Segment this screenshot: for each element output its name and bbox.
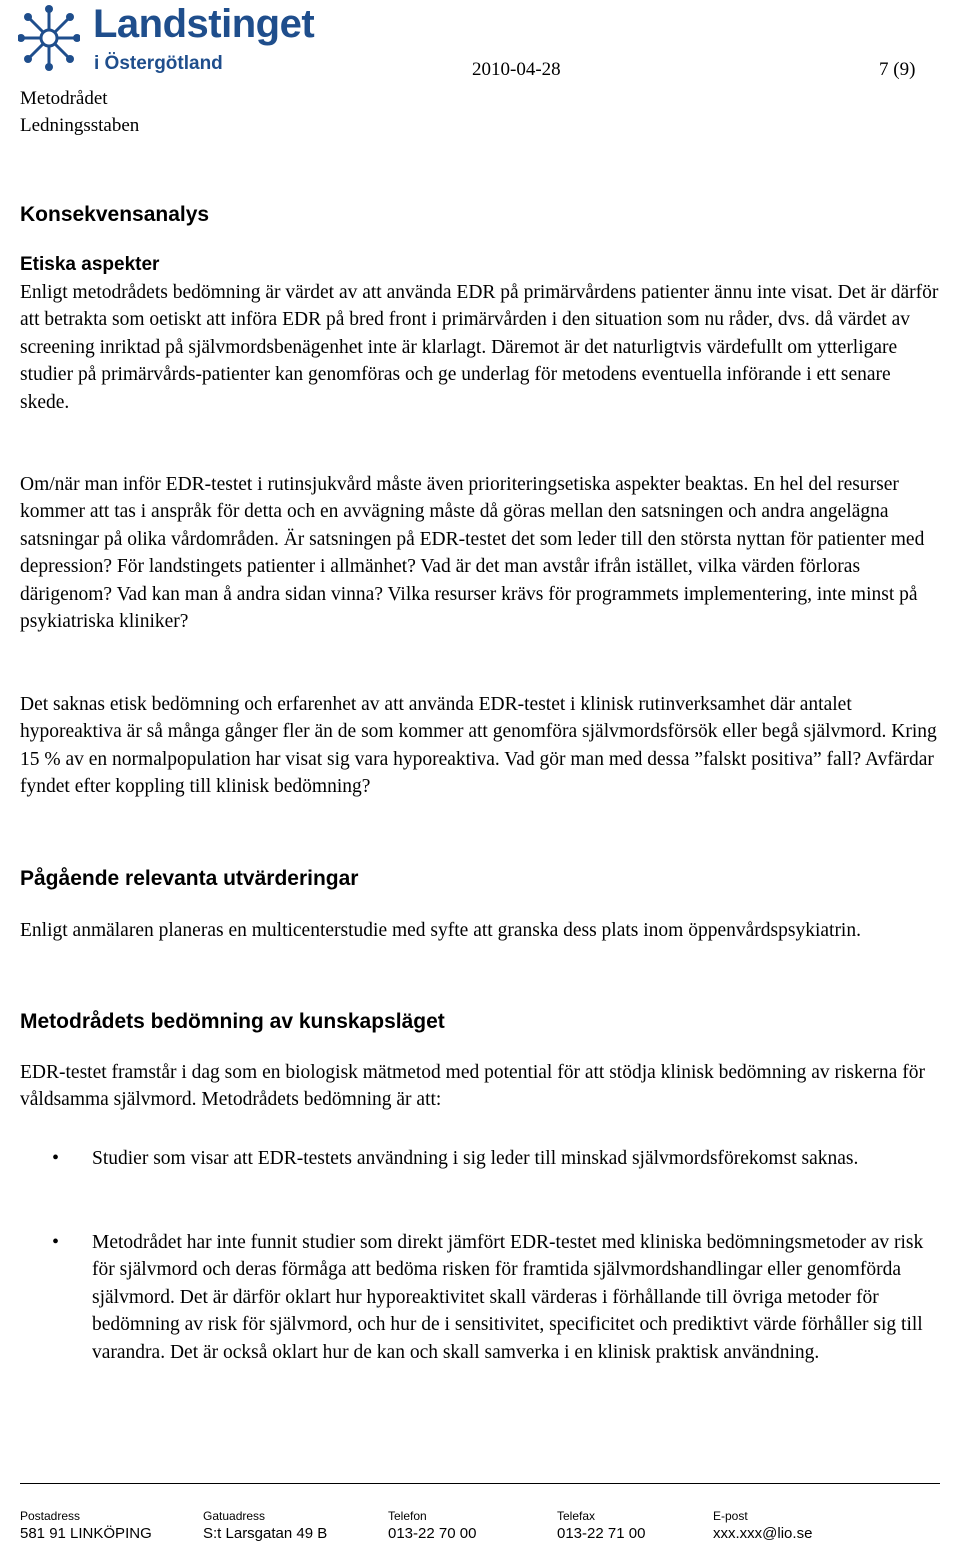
footer-label-telefax: Telefax — [557, 1509, 596, 1523]
paragraph-pagaende: Enligt anmälaren planeras en multicenterstudie med syfte att granska dess plats inom öppenvårdspsykiatrin. — [20, 920, 861, 941]
document-date: 2010-04-28 — [472, 59, 561, 80]
subheading-etiska-aspekter: Etiska aspekter — [20, 254, 160, 275]
footer-value-postadress: 581 91 LINKÖPING — [20, 1525, 152, 1542]
paragraph-etiska-1: Enligt metodrådets bedömning är värdet av att använda EDR på primärvårdens patienter ännu inte visat. Det är därför att betrakta som oetiskt att införa EDR på bred front i primärvården i den situation som nu råder, dvs. då värdet av screening inriktad på självmordsbenägenhet inte är klarlagt. Däremot är det naturligtvis värdefullt om ytterligare studier på primärvårds-patienter kan genomföras och ge underlag för metodens eventuella införande i ett senare skede. — [20, 282, 939, 413]
section-heading-pagaende: Pågående relevanta utvärderingar — [20, 867, 359, 890]
unit-name: Ledningsstaben — [20, 115, 140, 136]
paragraph-etiska-2: Om/när man inför EDR-testet i rutinsjukvård måste även prioriteringsetiska aspekter beaktas. En hel del resurser kommer att tas i anspråk för detta och en avvägning måste då göras mellan den satsningen och andra angelägna satsningar på olika vårdområden. Är satsningen på EDR-testet det som leder till den största nyttan för patienter med depression? För landstingets patienter i allmänhet? Vad är det man avstår ifrån istället, vilka värden förloras därigenom? Vad kan man å andra sidan vinna? Vilka resurser krävs för programmets implementering, inte minst på psykiatriska kliniker? — [20, 474, 925, 633]
footer-label-postadress: Postadress — [20, 1509, 81, 1523]
page-number: 7 (9) — [879, 59, 916, 80]
footer-label-gatuadress: Gatuadress — [203, 1509, 266, 1523]
paragraph-etiska-3: Det saknas etisk bedömning och erfarenhet av att använda EDR-testet i klinisk rutinverksamhet där antalet hyporeaktiva är så många gånger fler än de som kommer att genomföra självmordsförsök eller begå självmord. Kring 15 % av en normalpopulation har visat sig vara hyporeaktiva. Vad gör man med dessa ”falskt positiva” fall? Avfärdar fyndet efter koppling till klinisk bedömning? — [20, 694, 937, 798]
section-heading-konsekvensanalys: Konsekvensanalys — [20, 203, 210, 226]
logo-title: Landstinget — [93, 2, 315, 46]
department-name: Metodrådet — [20, 88, 108, 109]
footer-value-telefax: 013-22 71 00 — [557, 1525, 646, 1542]
footer-value-telefon: 013-22 70 00 — [388, 1525, 477, 1542]
organization-logo — [18, 2, 318, 82]
logo-subtitle: i Östergötland — [94, 53, 223, 74]
footer-value-gatuadress: S:t Larsgatan 49 B — [203, 1525, 328, 1542]
paragraph-bedomning: EDR-testet framstår i dag som en biologisk mätmetod med potential för att stödja klinisk bedömning av riskerna för våldsamma självmord. Metodrådets bedömning är att: — [20, 1062, 925, 1111]
bullet-marker: • — [52, 1147, 60, 1169]
section-heading-bedomning: Metodrådets bedömning av kunskapsläget — [20, 1010, 445, 1033]
footer-label-telefon: Telefon — [388, 1509, 427, 1523]
bullet-item-2: Metodrådet har inte funnit studier som direkt jämfört EDR-testet med kliniska bedömningsmetoder av risk för självmord och deras förmåga att bedöma risken för framtida självmordshandlingar eller genomförda självmord. Det är därför oklart hur hyporeaktivitet skall värderas i förhållande till övriga metoder för bedömning av risk för självmord, och hur de i sensitivitet, specificitet och prediktivt värde förhåller sig till varandra. Det är också oklart hur de kan och skall samverka i en klinisk praktisk användning. — [92, 1232, 924, 1363]
bullet-marker: • — [52, 1231, 60, 1253]
footer-value-epost[interactable]: xxx.xxx@lio.se — [713, 1525, 813, 1542]
bullet-item-1: Studier som visar att EDR-testets användning i sig leder till minskad självmordsförekomst saknas. — [92, 1148, 859, 1169]
flower-emblem-icon — [18, 4, 80, 72]
footer-divider — [20, 1483, 940, 1484]
footer-label-epost: E-post — [713, 1509, 748, 1523]
